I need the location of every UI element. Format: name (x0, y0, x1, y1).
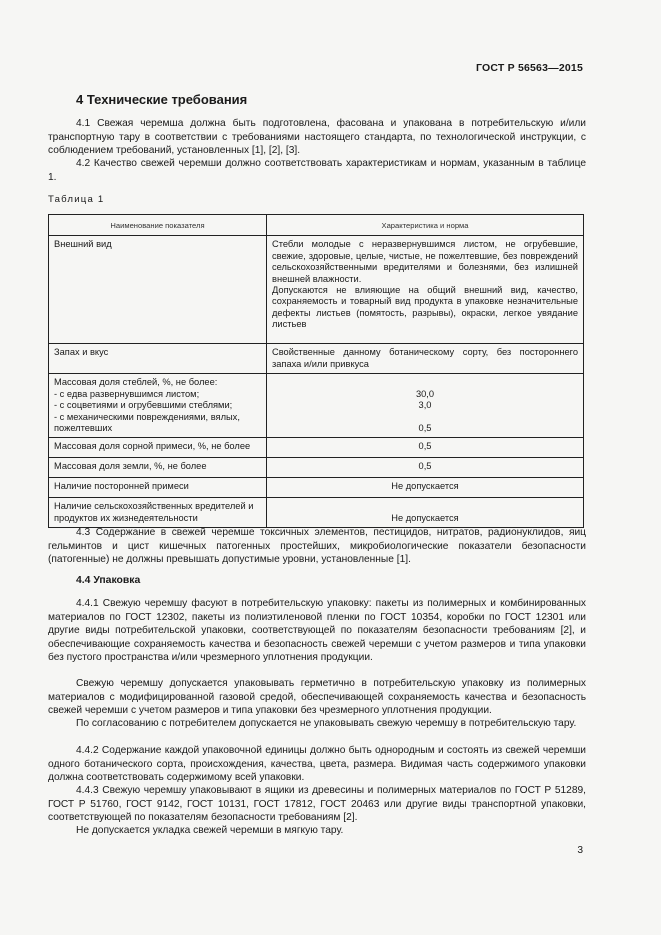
row-value: 0,5 (267, 458, 584, 478)
requirements-table (48, 214, 584, 528)
row-sub-item: - с едва развернувшимся листом; (54, 388, 200, 399)
table-row (49, 374, 584, 438)
row-sub-item: - с соцветиями и огрубевшими стеблями; (54, 400, 233, 411)
row-value-text: Допускаются не влияющие на общий внешний вид, качество, сохраняемость и товарный вид продукта в упаковке незначительные дефекты листьев (помятость, разрывы), окраски, легкое увядание листьев (272, 285, 578, 330)
paragraph-4-4-3-text: 4.4.3 Свежую черемшу упаковывают в ящики из древесины и полимерных материалов по ГОСТ Р 51289, ГОСТ Р 51760, ГОСТ 9142, ГОСТ 10131, ГОСТ 17812, ГОСТ 20463 или другие виды транспортной упаковки, соответствующей по показателям безопасности требованиям [2]. (48, 785, 586, 824)
page-number: 3 (577, 845, 583, 856)
row-name: Внешний вид (49, 236, 267, 344)
table-row (49, 498, 584, 528)
row-name: Наличие сельскохозяйственных вредителей и продуктов их жизнедеятельности (49, 498, 267, 528)
paragraph-4-4-3 (48, 784, 586, 825)
row-value: Свойственные данному ботаническому сорту, без постороннего запаха и/или привкуса (267, 344, 584, 374)
paragraph-soft-pack-text: Не допускается укладка свежей черемши в мягкую тару. (76, 825, 344, 836)
paragraph-4-4-2-text: 4.4.2 Содержание каждой упаковочной единицы должно быть однородным и состоять из свежей черемши одного ботанического сорта, происхождения, качества, цвета, размера. Видимая часть содержимого упаковки должна соответствовать содержимому всей упаковки. (48, 745, 586, 784)
row-value-text: Стебли молодые с неразвернувшимся листом, не огрубевшие, свежие, здоровые, целые, чистые, не пожелтевшие, без повреждений сельскохозяйственными вредителями и болезнями, без излишней внешней влажности. (272, 239, 578, 284)
row-value: Не допускается (267, 478, 584, 498)
column-header-value: Характеристика и норма (267, 215, 584, 236)
paragraph-4-4-1 (48, 597, 586, 665)
row-value-number: 3,0 (418, 400, 432, 411)
section-title: 4 Технические требования (76, 92, 248, 107)
paragraph-4-1-text: 4.1 Свежая черемша должна быть подготовлена, фасована и упакована в потребительскую и/или транспортную тару в соответствии с требованиями настоящего стандарта, по технологической инструкции, с соблюдением требований, установленных [1], [2], [3]. (48, 118, 586, 157)
row-name: Массовая доля земли, %, не более (49, 458, 267, 478)
paragraph-hermetic-text: Свежую черемшу допускается упаковывать герметично в потребительскую упаковку из полимерных материалов с модифицированной газовой средой, обеспечивающей сохраняемость качества и безопасность свежей черемши с учетом размеров и типа упаковки без чрезмерного уплотнения продукции. (48, 678, 586, 717)
row-value: Не допускается (267, 498, 584, 528)
row-name: Запах и вкус (49, 344, 267, 374)
document-code: ГОСТ Р 56563—2015 (475, 62, 583, 74)
column-header-name: Наименование показателя (49, 215, 267, 236)
table-row (49, 438, 584, 458)
table-row (49, 458, 584, 478)
row-name (49, 374, 267, 438)
paragraph-4-4-1-text: 4.4.1 Свежую черемшу фасуют в потребительскую упаковку: пакеты из полимерных и комбинированных материалов по ГОСТ 12302, пакеты из полиэтиленовой пленки по ГОСТ 10354, коробки по ГОСТ 12301 или другие виды потребительской упаковки, соответствующей по показателям безопасности требованиям [2], и обеспечивающие сохраняемость качества и безопасность свежей черемши с учетом размеров и типа упаковки без пустого пространства и/или чрезмерного уплотнения продукции. (48, 598, 586, 664)
paragraph-4-4-2 (48, 744, 586, 785)
table-row (49, 478, 584, 498)
row-value-number: 30,0 (415, 388, 435, 399)
row-name-text: Массовая доля стеблей, %, не более: (54, 377, 218, 388)
row-value (267, 374, 584, 438)
subsection-title: 4.4 Упаковка (76, 575, 141, 586)
paragraph-agree (48, 717, 586, 731)
table-row (49, 236, 584, 344)
paragraph-hermetic (48, 677, 586, 718)
row-value: 0,5 (267, 438, 584, 458)
row-name: Массовая доля сорной примеси, %, не более (49, 438, 267, 458)
row-name: Наличие посторонней примеси (49, 478, 267, 498)
paragraph-4-3 (48, 526, 586, 567)
table-header-row (49, 215, 584, 236)
row-sub-item: - с механическими повреждениями, вялых, пожелтевших (54, 411, 240, 434)
paragraph-4-2 (48, 157, 586, 184)
paragraph-4-1 (48, 117, 586, 158)
paragraph-4-2-text: 4.2 Качество свежей черемши должно соответствовать характеристикам и нормам, указанным в таблице 1. (48, 158, 586, 183)
row-value (267, 236, 584, 344)
table-caption: Таблица 1 (48, 194, 105, 205)
row-value-number: 0,5 (418, 423, 432, 433)
paragraph-agree-text: По согласованию с потребителем допускается не упаковывать свежую черемшу в потребительскую тару. (76, 718, 577, 729)
table-row (49, 344, 584, 374)
paragraph-4-3-text: 4.3 Содержание в свежей черемше токсичных элементов, пестицидов, нитратов, радионуклидов, яиц гельминтов и цист кишечных патогенных простейших, микробиологические показатели безопасности (патогенные) не должны превышать допустимые уровни, установленные [1]. (48, 527, 586, 566)
paragraph-soft-pack (48, 824, 586, 838)
